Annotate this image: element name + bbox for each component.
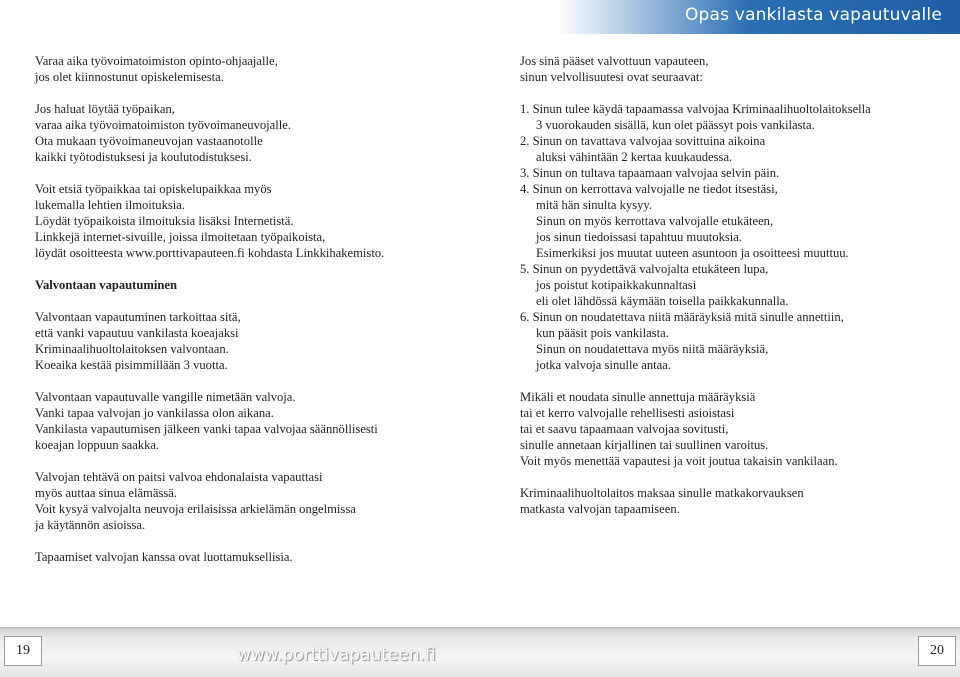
text-line: Linkkejä internet-sivuille, joissa ilmoitetaan työpaikoista, — [35, 230, 326, 244]
text-line: mitä hän sinulta kysyy. — [536, 198, 653, 212]
text-line: että vanki vapautuu vankilasta koeajaksi — [35, 326, 239, 340]
text-line: jos olet kiinnostunut opiskelemisesta. — [35, 70, 224, 84]
obligations-list — [520, 101, 940, 373]
list-item — [520, 261, 940, 309]
paragraph-job-ads — [35, 181, 455, 261]
text-line: tai et saavu tapaamaan valvojaa sovitusti, — [520, 422, 729, 436]
list-item — [520, 165, 940, 181]
text-line: Kriminaalihuoltolaitoksen valvontaan. — [35, 342, 229, 356]
paragraph-travel-compensation — [520, 485, 940, 517]
text-line: varaa aika työvoimatoimiston työvoimaneuvojalle. — [35, 118, 292, 132]
text-line: Esimerkiksi jos muutat uuteen asuntoon ja osoitteesi muuttuu. — [536, 246, 849, 260]
text-line: jos sinun tiedoissasi tapahtuu muutoksia. — [536, 230, 743, 244]
text-line: kaikki työtodistuksesi ja koulutodistuksesi. — [35, 150, 252, 164]
section-heading: Valvontaan vapautuminen — [35, 278, 177, 292]
text-line: Voit myös menettää vapautesi ja voit joutua takaisin vankilaan. — [520, 454, 838, 468]
paragraph-obligations-intro — [520, 53, 940, 85]
text-line: lukemalla lehtien ilmoituksia. — [35, 198, 186, 212]
text-line: Sinun on noudatettava myös niitä määräyksiä, — [536, 342, 769, 356]
paragraph-supervisor-meetings — [35, 389, 455, 453]
text-line: Mikäli et noudata sinulle annettuja määräyksiä — [520, 390, 756, 404]
text-line: 4. Sinun on kerrottava valvojalle ne tiedot itsestäsi, — [520, 182, 778, 196]
text-line: 3. Sinun on tultava tapaamaan valvojaa selvin päin. — [520, 166, 780, 180]
paragraph-study-counselor — [35, 53, 455, 85]
text-line: myös auttaa sinua elämässä. — [35, 486, 177, 500]
list-item — [520, 101, 940, 133]
text-line: Koeaika kestää pisimmillään 3 vuotta. — [35, 358, 228, 372]
text-line: koeajan loppuun saakka. — [35, 438, 160, 452]
list-item — [520, 309, 940, 373]
paragraph-supervision-definition — [35, 309, 455, 373]
text-line: Voit kysyä valvojalta neuvoja erilaisissa arkielämän ongelmissa — [35, 502, 356, 516]
text-line: 2. Sinun on tavattava valvojaa sovittuina aikoina — [520, 134, 766, 148]
header-bar — [0, 0, 960, 34]
text-line: 6. Sinun on noudatettava niitä määräyksiä mitä sinulle annettiin, — [520, 310, 844, 324]
text-line: Tapaamiset valvojan kanssa ovat luottamuksellisia. — [35, 550, 293, 564]
paragraph-confidential — [35, 549, 455, 565]
text-line: 1. Sinun tulee käydä tapaamassa valvojaa Kriminaalihuoltolaitoksella — [520, 102, 871, 116]
page-number-right: 20 — [918, 636, 956, 666]
right-column — [520, 53, 940, 517]
text-line: sinun velvollisuutesi ovat seuraavat: — [520, 70, 703, 84]
text-line: Jos haluat löytää työpaikan, — [35, 102, 175, 116]
page-title: Opas vankilasta vapautuvalle — [684, 5, 942, 25]
text-line: kun pääsit pois vankilasta. — [536, 326, 669, 340]
list-item — [520, 133, 940, 165]
footer-url[interactable]: www.porttivapauteen.fi — [237, 645, 436, 665]
text-line: sinulle annetaan kirjallinen tai suullinen varoitus. — [520, 438, 769, 452]
text-line: Löydät työpaikoista ilmoituksia lisäksi Internetistä. — [35, 214, 294, 228]
text-line: eli olet lähdössä käymään toisella paikkakunnalla. — [536, 294, 789, 308]
text-line: tai et kerro valvojalle rehellisesti asioistasi — [520, 406, 735, 420]
text-line: matkasta valvojan tapaamiseen. — [520, 502, 680, 516]
text-line: Valvojan tehtävä on paitsi valvoa ehdonalaista vapauttasi — [35, 470, 323, 484]
text-line: Jos sinä pääset valvottuun vapauteen, — [520, 54, 709, 68]
text-line: aluksi vähintään 2 kertaa kuukaudessa. — [536, 150, 733, 164]
list-item — [520, 181, 940, 261]
text-line: Vanki tapaa valvojan jo vankilassa olon aikana. — [35, 406, 274, 420]
left-column — [35, 53, 455, 565]
text-line: Kriminaalihuoltolaitos maksaa sinulle matkakorvauksen — [520, 486, 804, 500]
text-line: löydät osoitteesta www.porttivapauteen.fi kohdasta Linkkihakemisto. — [35, 246, 385, 260]
text-line: Valvontaan vapautuvalle vangille nimetään valvoja. — [35, 390, 296, 404]
text-line: Varaa aika työvoimatoimiston opinto-ohjaajalle, — [35, 54, 278, 68]
footer-bar — [0, 627, 960, 677]
text-line: 5. Sinun on pyydettävä valvojalta etukäteen lupa, — [520, 262, 769, 276]
page-number-left: 19 — [4, 636, 42, 666]
text-line: jos poistut kotipaikkakunnaltasi — [536, 278, 697, 292]
text-line: Sinun on myös kerrottava valvojalle etukäteen, — [536, 214, 774, 228]
paragraph-job-search — [35, 101, 455, 165]
text-line: Valvontaan vapautuminen tarkoittaa sitä, — [35, 310, 241, 324]
text-line: Voit etsiä työpaikkaa tai opiskelupaikkaa myös — [35, 182, 272, 196]
paragraph-supervisor-role — [35, 469, 455, 533]
text-line: Ota mukaan työvoimaneuvojan vastaanotolle — [35, 134, 263, 148]
text-line: Vankilasta vapautumisen jälkeen vanki tapaa valvojaa säännöllisesti — [35, 422, 378, 436]
text-line: ja käytännön asioissa. — [35, 518, 146, 532]
paragraph-consequences — [520, 389, 940, 469]
text-line: jotka valvoja sinulle antaa. — [536, 358, 671, 372]
text-line: 3 vuorokauden sisällä, kun olet päässyt pois vankilasta. — [536, 118, 815, 132]
